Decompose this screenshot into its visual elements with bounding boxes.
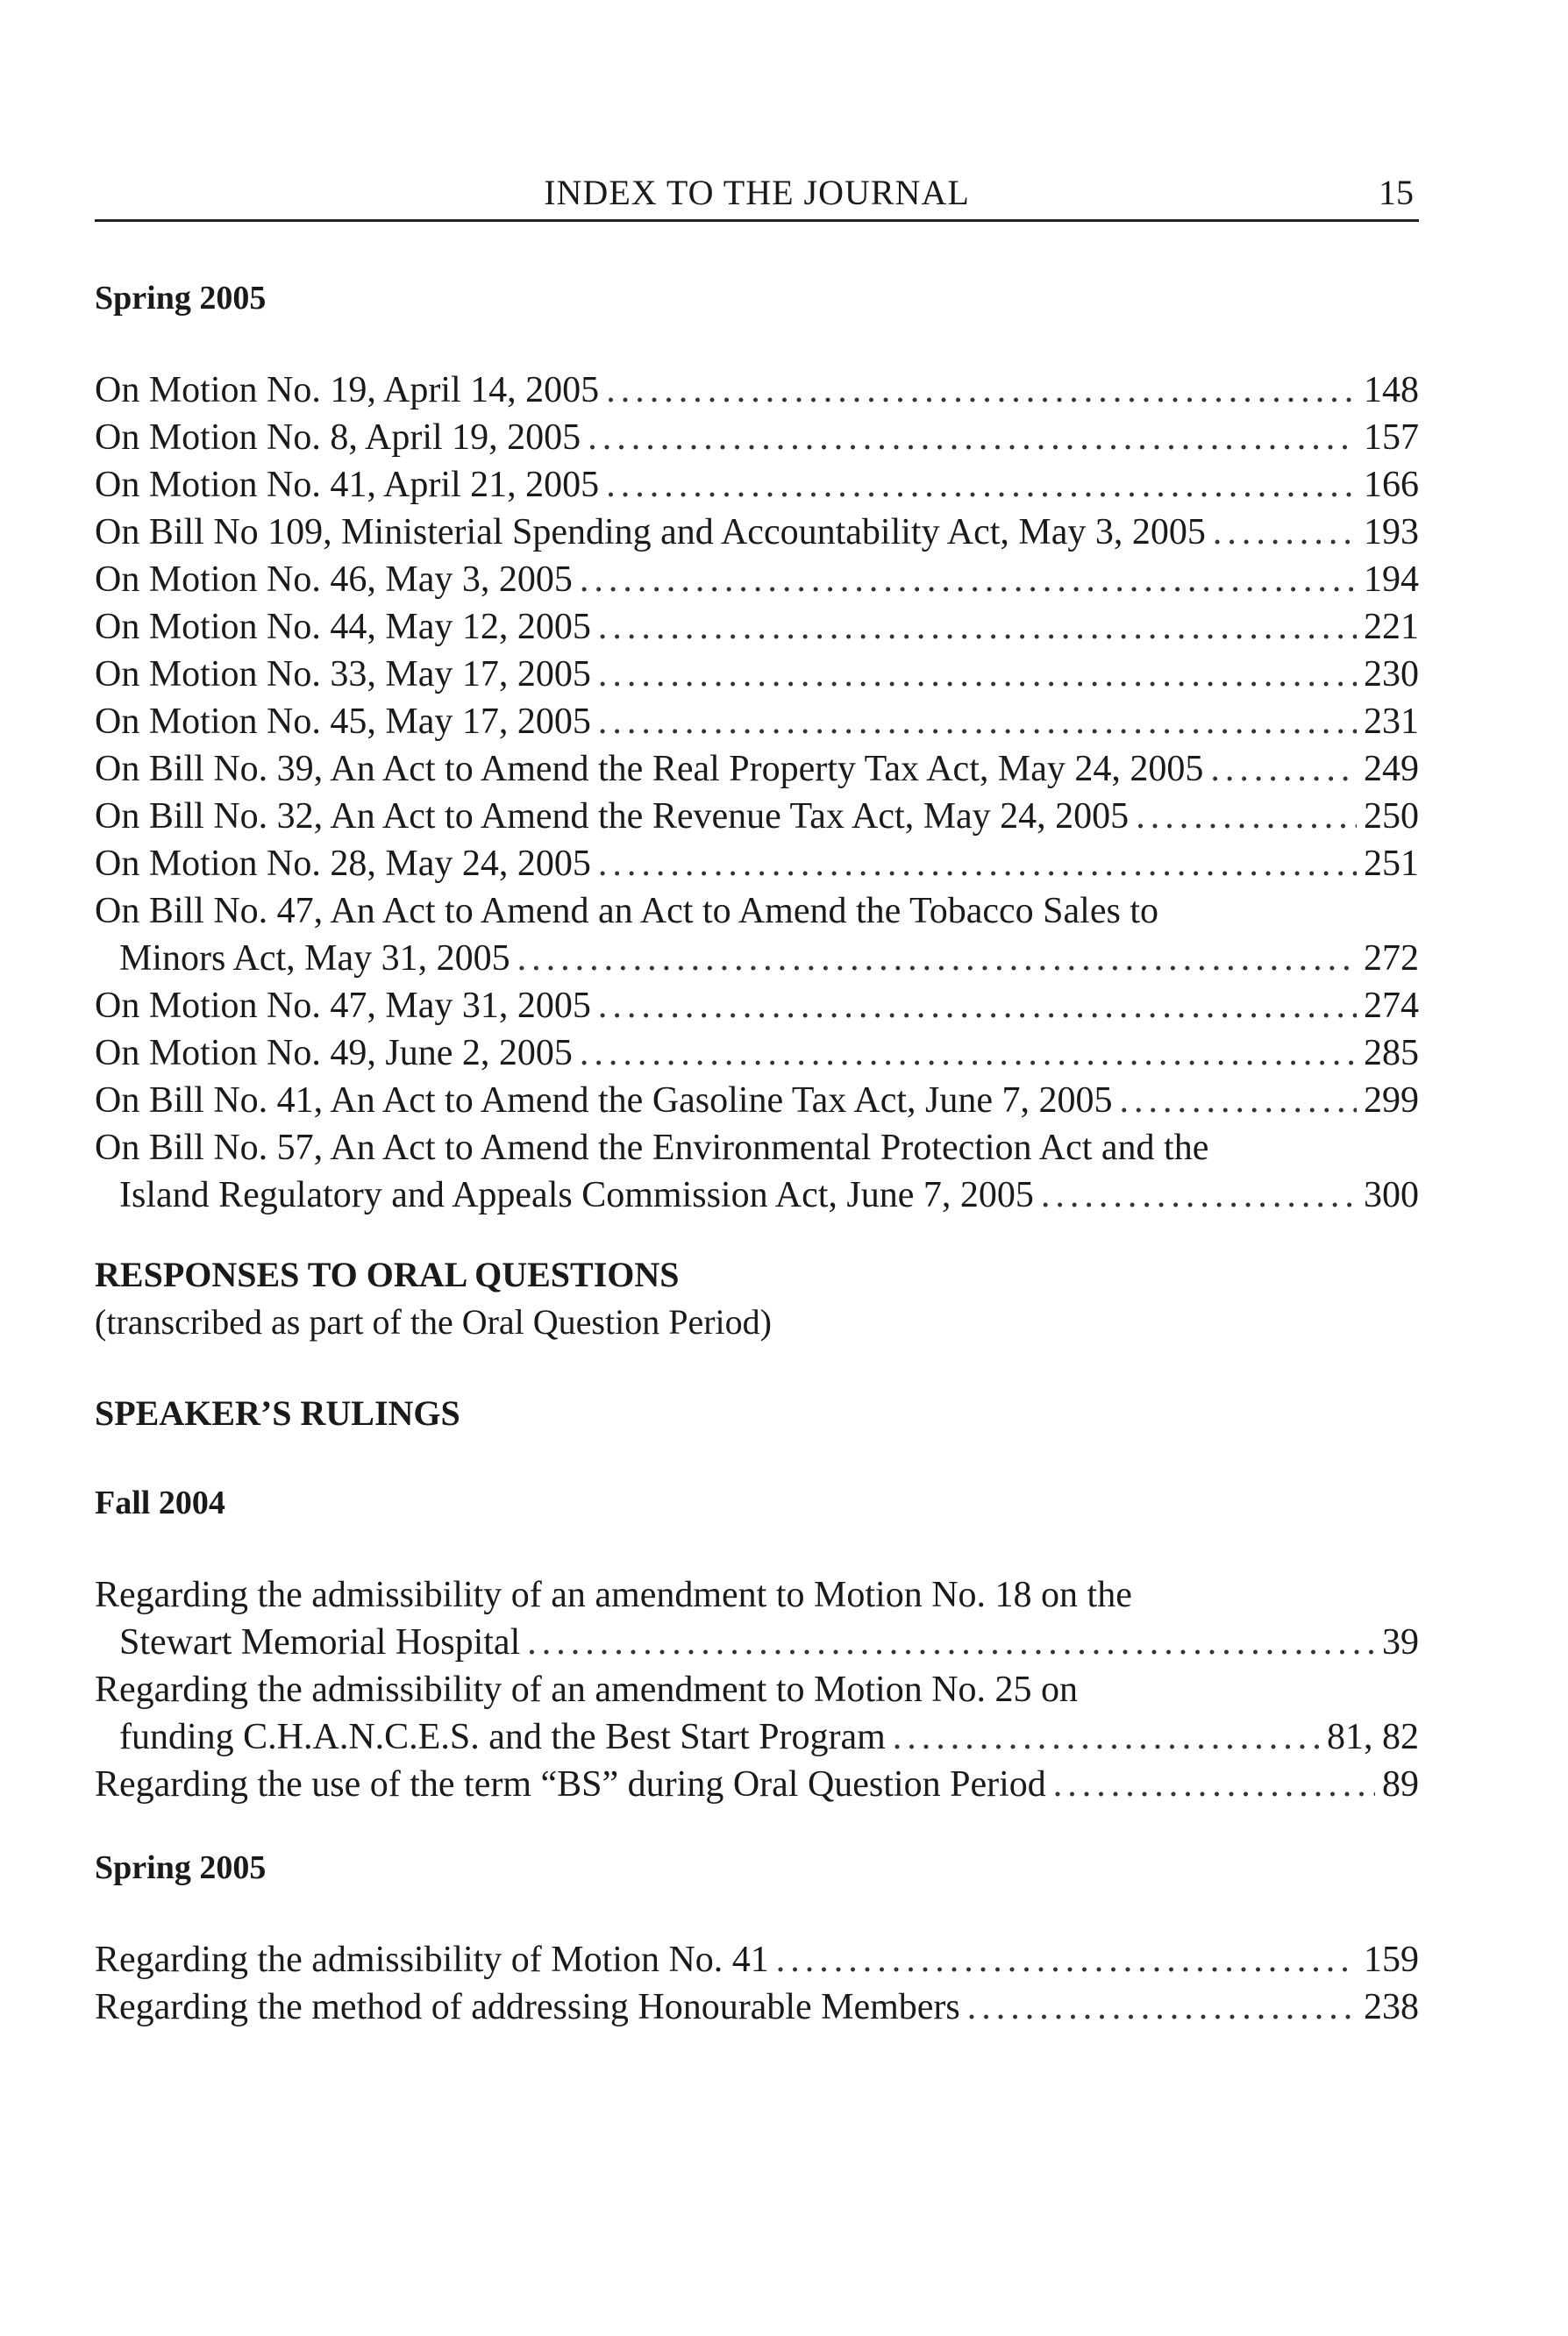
entry-text: Regarding the admissibility of Motion No. 41	[95, 1940, 769, 1980]
entry-text: Regarding the admissibility of an amendment to Motion No. 25 on	[95, 1670, 1079, 1710]
entry-page-number: 39	[1382, 1622, 1419, 1663]
speakers-rulings-heading: SPEAKER’S RULINGS	[95, 1393, 460, 1433]
entry-text: On Motion No. 49, June 2, 2005	[95, 1033, 573, 1073]
entry-text: On Bill No. 41, An Act to Amend the Gasoline Tax Act, June 7, 2005	[95, 1080, 1113, 1121]
entry-text: Regarding the use of the term “BS” during Oral Question Period	[95, 1764, 1046, 1805]
entry-text: On Motion No. 28, May 24, 2005	[95, 844, 591, 884]
section-heading-spring-2005-rulings: Spring 2005	[95, 1849, 267, 1886]
index-entry	[95, 698, 1419, 745]
dot-leader	[1213, 509, 1357, 556]
index-entry	[95, 509, 1419, 556]
entry-text: On Motion No. 8, April 19, 2005	[95, 417, 581, 458]
entry-page-number: 89	[1382, 1764, 1419, 1805]
index-entry	[95, 745, 1419, 793]
entry-page-number: 193	[1364, 512, 1419, 552]
entry-text: On Motion No. 33, May 17, 2005	[95, 654, 591, 694]
dot-leader	[1053, 1761, 1375, 1808]
entry-page-number: 299	[1364, 1080, 1419, 1121]
entry-text: On Bill No. 39, An Act to Amend the Real Property Tax Act, May 24, 2005	[95, 749, 1204, 789]
responses-note: (transcribed as part of the Oral Question Period)	[95, 1302, 772, 1342]
page-number: 15	[1379, 173, 1414, 212]
index-entry	[95, 1761, 1419, 1808]
entry-page-number: 230	[1364, 654, 1419, 694]
entry-text: Regarding the admissibility of an amendment to Motion No. 18 on the	[95, 1575, 1132, 1615]
section-heading-fall-2004: Fall 2004	[95, 1485, 225, 1521]
dot-leader	[598, 982, 1357, 1029]
dot-leader	[1120, 1077, 1357, 1124]
entry-page-number: 194	[1364, 559, 1419, 600]
entry-page-number: 148	[1364, 370, 1419, 410]
section-heading-spring-2005: Spring 2005	[95, 280, 267, 317]
entry-text: On Bill No. 47, An Act to Amend an Act to Amend the Tobacco Sales to	[95, 891, 1158, 931]
entry-text: On Bill No 109, Ministerial Spending and Accountability Act, May 3, 2005	[95, 512, 1206, 552]
entry-page-number: 250	[1364, 796, 1419, 837]
entry-text: Stewart Memorial Hospital	[119, 1622, 521, 1663]
entry-page-number: 285	[1364, 1033, 1419, 1073]
entry-text: On Bill No. 32, An Act to Amend the Revenue Tax Act, May 24, 2005	[95, 796, 1130, 837]
entry-text: Island Regulatory and Appeals Commission Act, June 7, 2005	[119, 1175, 1034, 1215]
entry-page-number: 166	[1364, 465, 1419, 505]
dot-leader	[598, 840, 1357, 887]
entry-text: On Bill No. 57, An Act to Amend the Environmental Protection Act and the	[95, 1128, 1209, 1168]
index-entry	[95, 1077, 1419, 1124]
dot-leader	[580, 1029, 1357, 1077]
entry-page-number: 300	[1364, 1175, 1419, 1215]
index-entry	[95, 1936, 1419, 1983]
dot-leader	[598, 698, 1357, 745]
dot-leader	[1041, 1172, 1357, 1219]
index-entry	[95, 982, 1419, 1029]
page-header	[95, 172, 1419, 222]
responses-heading: RESPONSES TO ORAL QUESTIONS	[95, 1255, 680, 1294]
index-entry	[95, 1124, 1419, 1219]
dot-leader	[580, 556, 1357, 603]
entry-text: On Motion No. 47, May 31, 2005	[95, 986, 591, 1026]
entry-text: funding C.H.A.N.C.E.S. and the Best Start Program	[119, 1717, 886, 1757]
entry-text: On Motion No. 44, May 12, 2005	[95, 607, 591, 647]
entry-page-number: 159	[1364, 1940, 1419, 1980]
index-entry	[95, 651, 1419, 698]
entry-page-number: 272	[1364, 938, 1419, 979]
index-entry	[95, 840, 1419, 887]
dot-leader	[598, 603, 1357, 651]
index-entry	[95, 793, 1419, 840]
entry-text: On Motion No. 45, May 17, 2005	[95, 702, 591, 742]
dot-leader	[606, 367, 1357, 414]
dot-leader	[588, 414, 1357, 461]
index-entry	[95, 887, 1419, 982]
entry-page-number: 157	[1364, 417, 1419, 458]
index-entry	[95, 1666, 1419, 1761]
entry-page-number: 249	[1364, 749, 1419, 789]
entry-text: On Motion No. 19, April 14, 2005	[95, 370, 600, 410]
dot-leader	[517, 935, 1357, 982]
running-title: INDEX TO THE JOURNAL	[544, 173, 970, 212]
dot-leader	[527, 1619, 1375, 1666]
dot-leader	[893, 1713, 1320, 1761]
entry-page-number: 251	[1364, 844, 1419, 884]
motions-bills-list	[95, 367, 1419, 1219]
index-entry	[95, 556, 1419, 603]
rulings-spring-list	[95, 1936, 1419, 2031]
entry-text: Minors Act, May 31, 2005	[119, 938, 510, 979]
dot-leader	[1136, 793, 1357, 840]
entry-page-number: 221	[1364, 607, 1419, 647]
index-entry	[95, 414, 1419, 461]
entry-page-number: 81, 82	[1327, 1717, 1419, 1757]
rulings-fall-list	[95, 1571, 1419, 1808]
entry-text: On Motion No. 46, May 3, 2005	[95, 559, 573, 600]
index-entry	[95, 1029, 1419, 1077]
index-entry	[95, 603, 1419, 651]
dot-leader	[598, 651, 1357, 698]
dot-leader	[776, 1936, 1357, 1983]
index-entry	[95, 461, 1419, 509]
index-entry	[95, 1983, 1419, 2031]
entry-text: On Motion No. 41, April 21, 2005	[95, 465, 600, 505]
entry-page-number: 274	[1364, 986, 1419, 1026]
index-entry	[95, 367, 1419, 414]
entry-page-number: 231	[1364, 702, 1419, 742]
dot-leader	[1210, 745, 1357, 793]
entry-text: Regarding the method of addressing Honourable Members	[95, 1987, 960, 2027]
index-entry	[95, 1571, 1419, 1666]
entry-page-number: 238	[1364, 1987, 1419, 2027]
dot-leader	[967, 1983, 1357, 2031]
dot-leader	[606, 461, 1357, 509]
